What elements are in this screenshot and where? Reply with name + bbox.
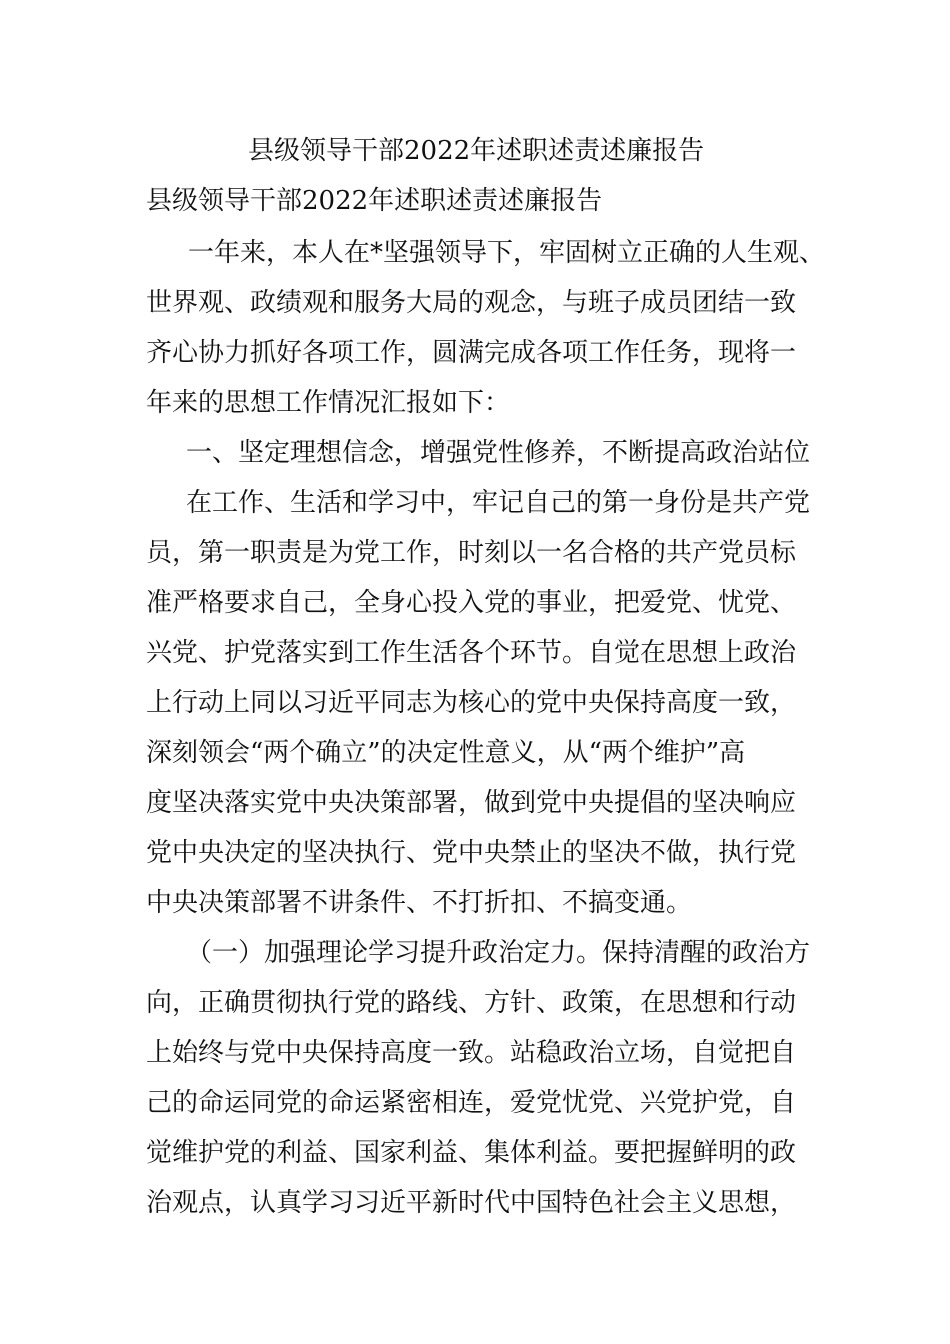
document-subtitle: 县级领导干部2022年述职述责述廉报告 (146, 186, 603, 216)
paragraph-line: 中央决策部署不讲条件、不打折扣、不搞变通。 (146, 888, 693, 918)
paragraph-line: 兴党、护党落实到工作生活各个环节。自觉在思想上政治 (146, 638, 797, 668)
paragraph-line: 世界观、政绩观和服务大局的观念，与班子成员团结一致 (146, 288, 797, 318)
paragraph-line: 深刻领会“两个确立”的决定性意义，从“两个维护”高 (146, 738, 746, 768)
paragraph-line: 员，第一职责是为党工作，时刻以一名合格的共产党员标 (146, 538, 797, 568)
paragraph-line: 向，正确贯彻执行党的路线、方针、政策，在思想和行动 (146, 988, 797, 1018)
paragraph-line: 上始终与党中央保持高度一致。站稳政治立场，自觉把自 (146, 1038, 797, 1068)
paragraph-line: 齐心协力抓好各项工作，圆满完成各项工作任务，现将一 (146, 338, 797, 368)
subsection-heading-line: （一）加强理论学习提升政治定力。保持清醒的政治方 (186, 938, 811, 968)
paragraph-line: 一年来，本人在*坚强领导下，牢固树立正确的人生观、 (188, 238, 826, 268)
paragraph-line: 年来的思想工作情况汇报如下： (146, 388, 511, 418)
document-title: 县级领导干部2022年述职述责述廉报告 (248, 136, 705, 166)
paragraph-line: 在工作、生活和学习中，牢记自己的第一身份是共产党 (186, 488, 811, 518)
paragraph-line: 准严格要求自己，全身心投入党的事业，把爱党、忧党、 (146, 588, 797, 618)
paragraph-line: 觉维护党的利益、国家利益、集体利益。要把握鲜明的政 (146, 1138, 797, 1168)
paragraph-line: 党中央决定的坚决执行、党中央禁止的坚决不做，执行党 (146, 838, 797, 868)
paragraph-line: 己的命运同党的命运紧密相连，爱党忧党、兴党护党，自 (146, 1088, 797, 1118)
paragraph-line: 治观点，认真学习习近平新时代中国特色社会主义思想， (146, 1188, 797, 1218)
paragraph-line: 上行动上同以习近平同志为核心的党中央保持高度一致， (146, 688, 797, 718)
paragraph-line: 度坚决落实党中央决策部署，做到党中央提倡的坚决响应 (146, 788, 797, 818)
section-heading: 一、坚定理想信念，增强党性修养，不断提高政治站位 (186, 438, 811, 468)
